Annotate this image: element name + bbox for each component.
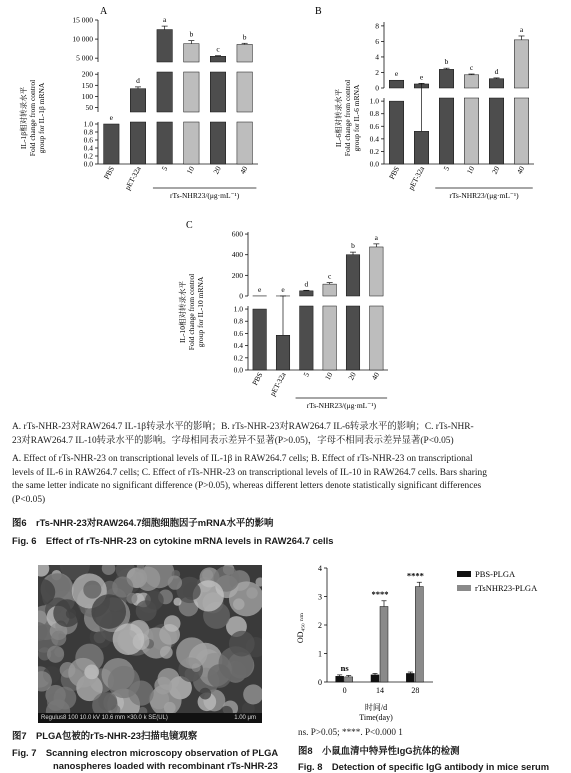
bar-40-seg1 [514,98,529,164]
y-tick-label: 2 [375,68,379,77]
significance-letter: e [281,285,285,294]
fig8-y-tick-label: 4 [318,564,322,573]
category-label: pET-32a [406,164,426,191]
panel-c-letter: C [186,220,193,231]
category-label: 5 [442,164,452,172]
fig6-caption-en-line-4: (P<0.05) [12,494,560,508]
sem-particle [183,582,201,600]
panel-b-letter: B [315,6,322,17]
y-tick-label: 0.0 [234,366,244,375]
bar-40-seg1 [370,306,384,370]
sem-particle [164,615,181,632]
sem-particle [136,567,160,591]
bar-40-seg0 [237,44,252,62]
fig6-title-cn: 图6 rTs-NHR-23对RAW264.7细胞细胞因子mRNA水平的影响 [12,515,273,529]
sem-particle [91,594,126,629]
y-tick-label: 0.8 [234,317,244,326]
fig7-title-en-2: nanospheres loaded with recombinant rTs-NHR-23 [53,760,278,771]
significance-letter: e [420,72,424,81]
bar-20-seg0 [489,79,504,88]
bar-pET-32a-seg2 [130,122,145,164]
panel-a-ylabel-cn: IL-1β相对转录水平 [18,86,28,149]
bar-pET-32a-seg1 [130,89,145,112]
category-label: 5 [160,164,170,172]
bar-5-seg0 [300,291,314,296]
bar-10-seg1 [184,72,199,112]
bar-5-seg1 [439,98,454,164]
y-tick-label: 0.2 [84,152,94,161]
sem-particle [102,565,116,575]
y-tick-label: 200 [82,70,94,79]
significance-letter: e [395,69,399,78]
significance-letter: b [445,57,449,66]
sem-particle [47,646,64,663]
fig8-significance-note: ns. P>0.05; ****. P<0.000 1 [298,727,403,737]
panel-b [315,6,534,200]
fig6-caption-en-line-2: levels of IL-6 in RAW264.7 cells; C. Effect of rTs-NHR-23 on transcriptional levels of IL-10 in RAW264.7 cells. Bars sharing [12,467,560,481]
fig8-bar-PBS-PLGA-day28 [406,673,414,682]
panel-a [18,6,258,200]
panel-b-ylabel-en-2: group for IL-6 mRNA [352,84,361,151]
fig8-significance: ns [341,663,350,673]
sem-particle [108,666,140,698]
y-tick-label: 0.0 [370,160,380,169]
category-label: 10 [323,370,335,381]
category-label: 40 [238,164,250,175]
y-tick-label: 100 [82,92,94,101]
y-tick-label: 0.6 [370,122,380,131]
sem-particle [145,591,164,610]
panel-c-ylabel-en-1: Fold change from control [187,274,196,350]
fig8-ylabel: OD₄₅₀ ₙₘ [296,613,305,643]
sem-particle [113,623,145,655]
category-label: 20 [211,164,223,175]
group-label: rTs-NHR23/(μg·mL⁻¹) [170,191,240,200]
category-label: 20 [346,370,358,381]
sem-scale-strip [38,713,262,723]
panel-c-ylabel-cn: IL-10相对转录水平 [177,280,187,343]
figure-8-chart [291,558,571,728]
y-tick-label: 5 000 [76,54,93,63]
fig7-title-en-1: Fig. 7 Scanning electron microscopy observation of PLGA [12,745,278,759]
bar-PBS-seg0 [389,80,404,88]
significance-letter: a [520,25,524,34]
sem-particle [199,688,211,700]
y-tick-label: 0.2 [234,353,244,362]
bar-PBS-seg1 [389,101,404,164]
sem-particle [51,631,66,646]
y-tick-label: 0.8 [370,109,380,118]
fig6-title-en: Fig. 6 Effect of rTs-NHR-23 on cytokine mRNA levels in RAW264.7 cells [12,533,333,547]
panel-c-ylabel-en-2: group for IL-10 mRNA [196,276,205,347]
y-tick-label: 50 [86,103,94,112]
fig8-y-tick-label: 3 [318,593,322,602]
bar-20-seg0 [346,255,360,296]
y-tick-label: 15 000 [72,16,93,25]
significance-letter: c [328,272,332,281]
fig6-caption-en [12,453,560,507]
sem-particle [168,575,182,589]
significance-letter: a [163,15,167,24]
fig8-bar-rTsNHR23-PLGA-day0 [345,677,353,682]
significance-letter: e [110,113,114,122]
fig8-significance: **** [372,589,389,599]
sem-particle [208,664,232,688]
significance-letter: b [189,30,193,39]
bar-40-seg0 [514,40,529,88]
category-label: pET-32a [268,370,288,397]
fig8-x-tick-label: 28 [411,686,419,695]
significance-letter: c [216,45,220,54]
fig8-y-tick-label: 1 [318,650,322,659]
fig8-y-tick-label: 0 [318,678,322,687]
bar-40-seg1 [237,72,252,112]
panel-a-ylabel-en-2: group for IL-1β mRNA [37,82,46,153]
group-label: rTs-NHR23/(μg·mL⁻¹) [449,191,519,200]
fig6-caption-cn [12,421,560,448]
sem-particle [94,631,106,643]
group-label: rTs-NHR23/(μg·mL⁻¹) [307,401,377,410]
category-label: 5 [301,370,311,378]
y-tick-label: 0 [375,84,379,93]
significance-letter: d [136,76,140,85]
sem-particle [112,576,133,597]
y-tick-label: 0 [239,292,243,301]
y-tick-label: 200 [232,271,244,280]
significance-letter: d [304,279,308,288]
y-tick-label: 400 [232,250,244,259]
y-tick-label: 0.6 [234,329,244,338]
y-tick-label: 0.8 [84,128,94,137]
bar-PBS-seg2 [104,124,119,164]
bar-5-seg1 [157,72,172,112]
bar-5-seg2 [157,122,172,164]
sem-particle [54,687,77,710]
significance-letter: a [375,233,379,242]
fig8-bar-PBS-PLGA-day0 [336,676,344,682]
fig6-caption-en-line-1: A. Effect of rTs-NHR-23 on transcriptional levels of IL-1β in RAW264.7 cells; B. Effect of rTs-NHR-23 on transcriptional [12,453,560,467]
bar-20-seg2 [210,122,225,164]
panel-b-ylabel-cn: IL-6相对转录水平 [333,88,343,147]
y-tick-label: 600 [232,230,244,239]
bar-pET-32a-seg1 [276,335,290,370]
significance-letter: b [351,241,355,250]
bar-40-seg2 [237,122,252,164]
bar-PBS-seg1 [253,309,267,370]
bar-5-seg1 [300,306,314,370]
significance-letter: e [258,285,262,294]
panel-b-ylabel-en-1: Fold change from control [343,80,352,156]
fig8-y-tick-label: 2 [318,621,322,630]
bar-10-seg1 [464,98,479,164]
fig8-legend [457,569,538,593]
y-tick-label: 1.0 [84,120,94,129]
bar-20-seg1 [210,72,225,112]
y-tick-label: 150 [82,81,94,90]
category-label: PBS [250,371,264,387]
panel-a-ylabel-en-1: Fold change from control [28,80,37,156]
sem-texture [38,565,262,713]
category-label: 10 [185,164,197,175]
category-label: PBS [102,165,116,181]
category-label: 40 [370,370,382,381]
category-label: 10 [465,164,477,175]
category-label: 40 [515,164,527,175]
y-tick-label: 8 [375,21,379,30]
y-tick-label: 0.0 [84,160,94,169]
sem-micrograph [38,565,262,723]
legend-swatch-pbs [457,571,471,577]
category-label: PBS [387,165,401,181]
panel-c [177,220,388,410]
y-tick-label: 10 000 [72,35,93,44]
bar-40-seg0 [370,247,384,296]
sem-particle [173,598,181,606]
category-label: pET-32a [123,164,143,191]
fig8-x-tick-label: 0 [343,686,347,695]
sem-particle [83,581,101,599]
sem-scale-bar-label: 1.00 μm [234,713,256,723]
bar-20-seg1 [346,306,360,370]
sem-particle [98,692,117,711]
y-tick-label: 1.0 [234,305,244,314]
sem-particle [160,646,173,659]
bar-10-seg0 [464,75,479,88]
bar-10-seg0 [323,284,337,296]
significance-letter: d [495,67,499,76]
bar-10-seg0 [184,44,199,62]
sem-particle [229,631,255,657]
panel-a-letter: A [100,6,108,17]
fig8-bar-rTsNHR23-PLGA-day28 [415,587,423,682]
sem-scale-text: Regulus8 100 10.0 kV 10.6 mm ×30.0 k SE(UL) [41,713,168,723]
bar-5-seg0 [439,69,454,88]
y-tick-label: 4 [375,52,379,61]
fig6-caption-cn-line-2: 23对RAW264.7 IL-10转录水平的影响。字母相同表示差异不显著(P>0.05)，字母不相同表示差异显著(P<0.05) [12,435,560,449]
y-tick-label: 0.4 [370,134,380,143]
bar-10-seg1 [323,306,337,370]
sem-particle [154,677,172,695]
sem-particle [176,637,207,668]
category-label: 20 [490,164,502,175]
y-tick-label: 0.6 [84,136,94,145]
bar-10-seg2 [184,122,199,164]
fig8-title-cn: 图8 小鼠血清中特异性IgG抗体的检测 [298,743,459,757]
sem-particle [243,684,262,704]
significance-letter: b [243,32,247,41]
fig8-xlabel-cn: 时间/d [365,702,387,712]
sem-particle [53,599,81,627]
y-tick-label: 1.0 [370,97,380,106]
sem-particle [38,565,49,577]
fig8-title-en: Fig. 8 Detection of specific IgG antibody in mice serum [298,759,549,773]
significance-letter: c [470,63,474,72]
fig6-caption-cn-line-1: A. rTs-NHR-23对RAW264.7 IL-1β转录水平的影响；B. rTs-NHR-23对RAW264.7 IL-6转录水平的影响；C. rTs-NHR- [12,421,560,435]
fig7-title-cn: 图7 PLGA包被的rTs-NHR-23扫描电镜观察 [12,728,197,742]
fig6-caption-en-line-3: the same letter indicate no significant difference (P>0.05), whereas different letters denote statistically significant differences [12,480,560,494]
legend-swatch-rts [457,585,471,591]
legend-label-rts: rTsNHR23-PLGA [475,583,538,593]
fig8-x-tick-label: 14 [376,686,384,695]
fig8-bar-PBS-PLGA-day14 [371,675,379,682]
y-tick-label: 0.4 [84,144,94,153]
bar-5-seg0 [157,30,172,62]
y-tick-label: 0.4 [234,341,244,350]
bar-20-seg1 [489,98,504,164]
bar-pET-32a-seg1 [414,131,429,164]
fig8-xlabel-en: Time(day) [359,713,393,722]
fig8-bar-rTsNHR23-PLGA-day14 [380,606,388,682]
legend-label-pbs: PBS-PLGA [475,569,516,579]
sem-particle [84,665,99,680]
fig8-significance: **** [407,570,424,580]
y-tick-label: 6 [375,37,379,46]
y-tick-label: 0.2 [370,147,380,156]
bar-20-seg0 [210,56,225,62]
